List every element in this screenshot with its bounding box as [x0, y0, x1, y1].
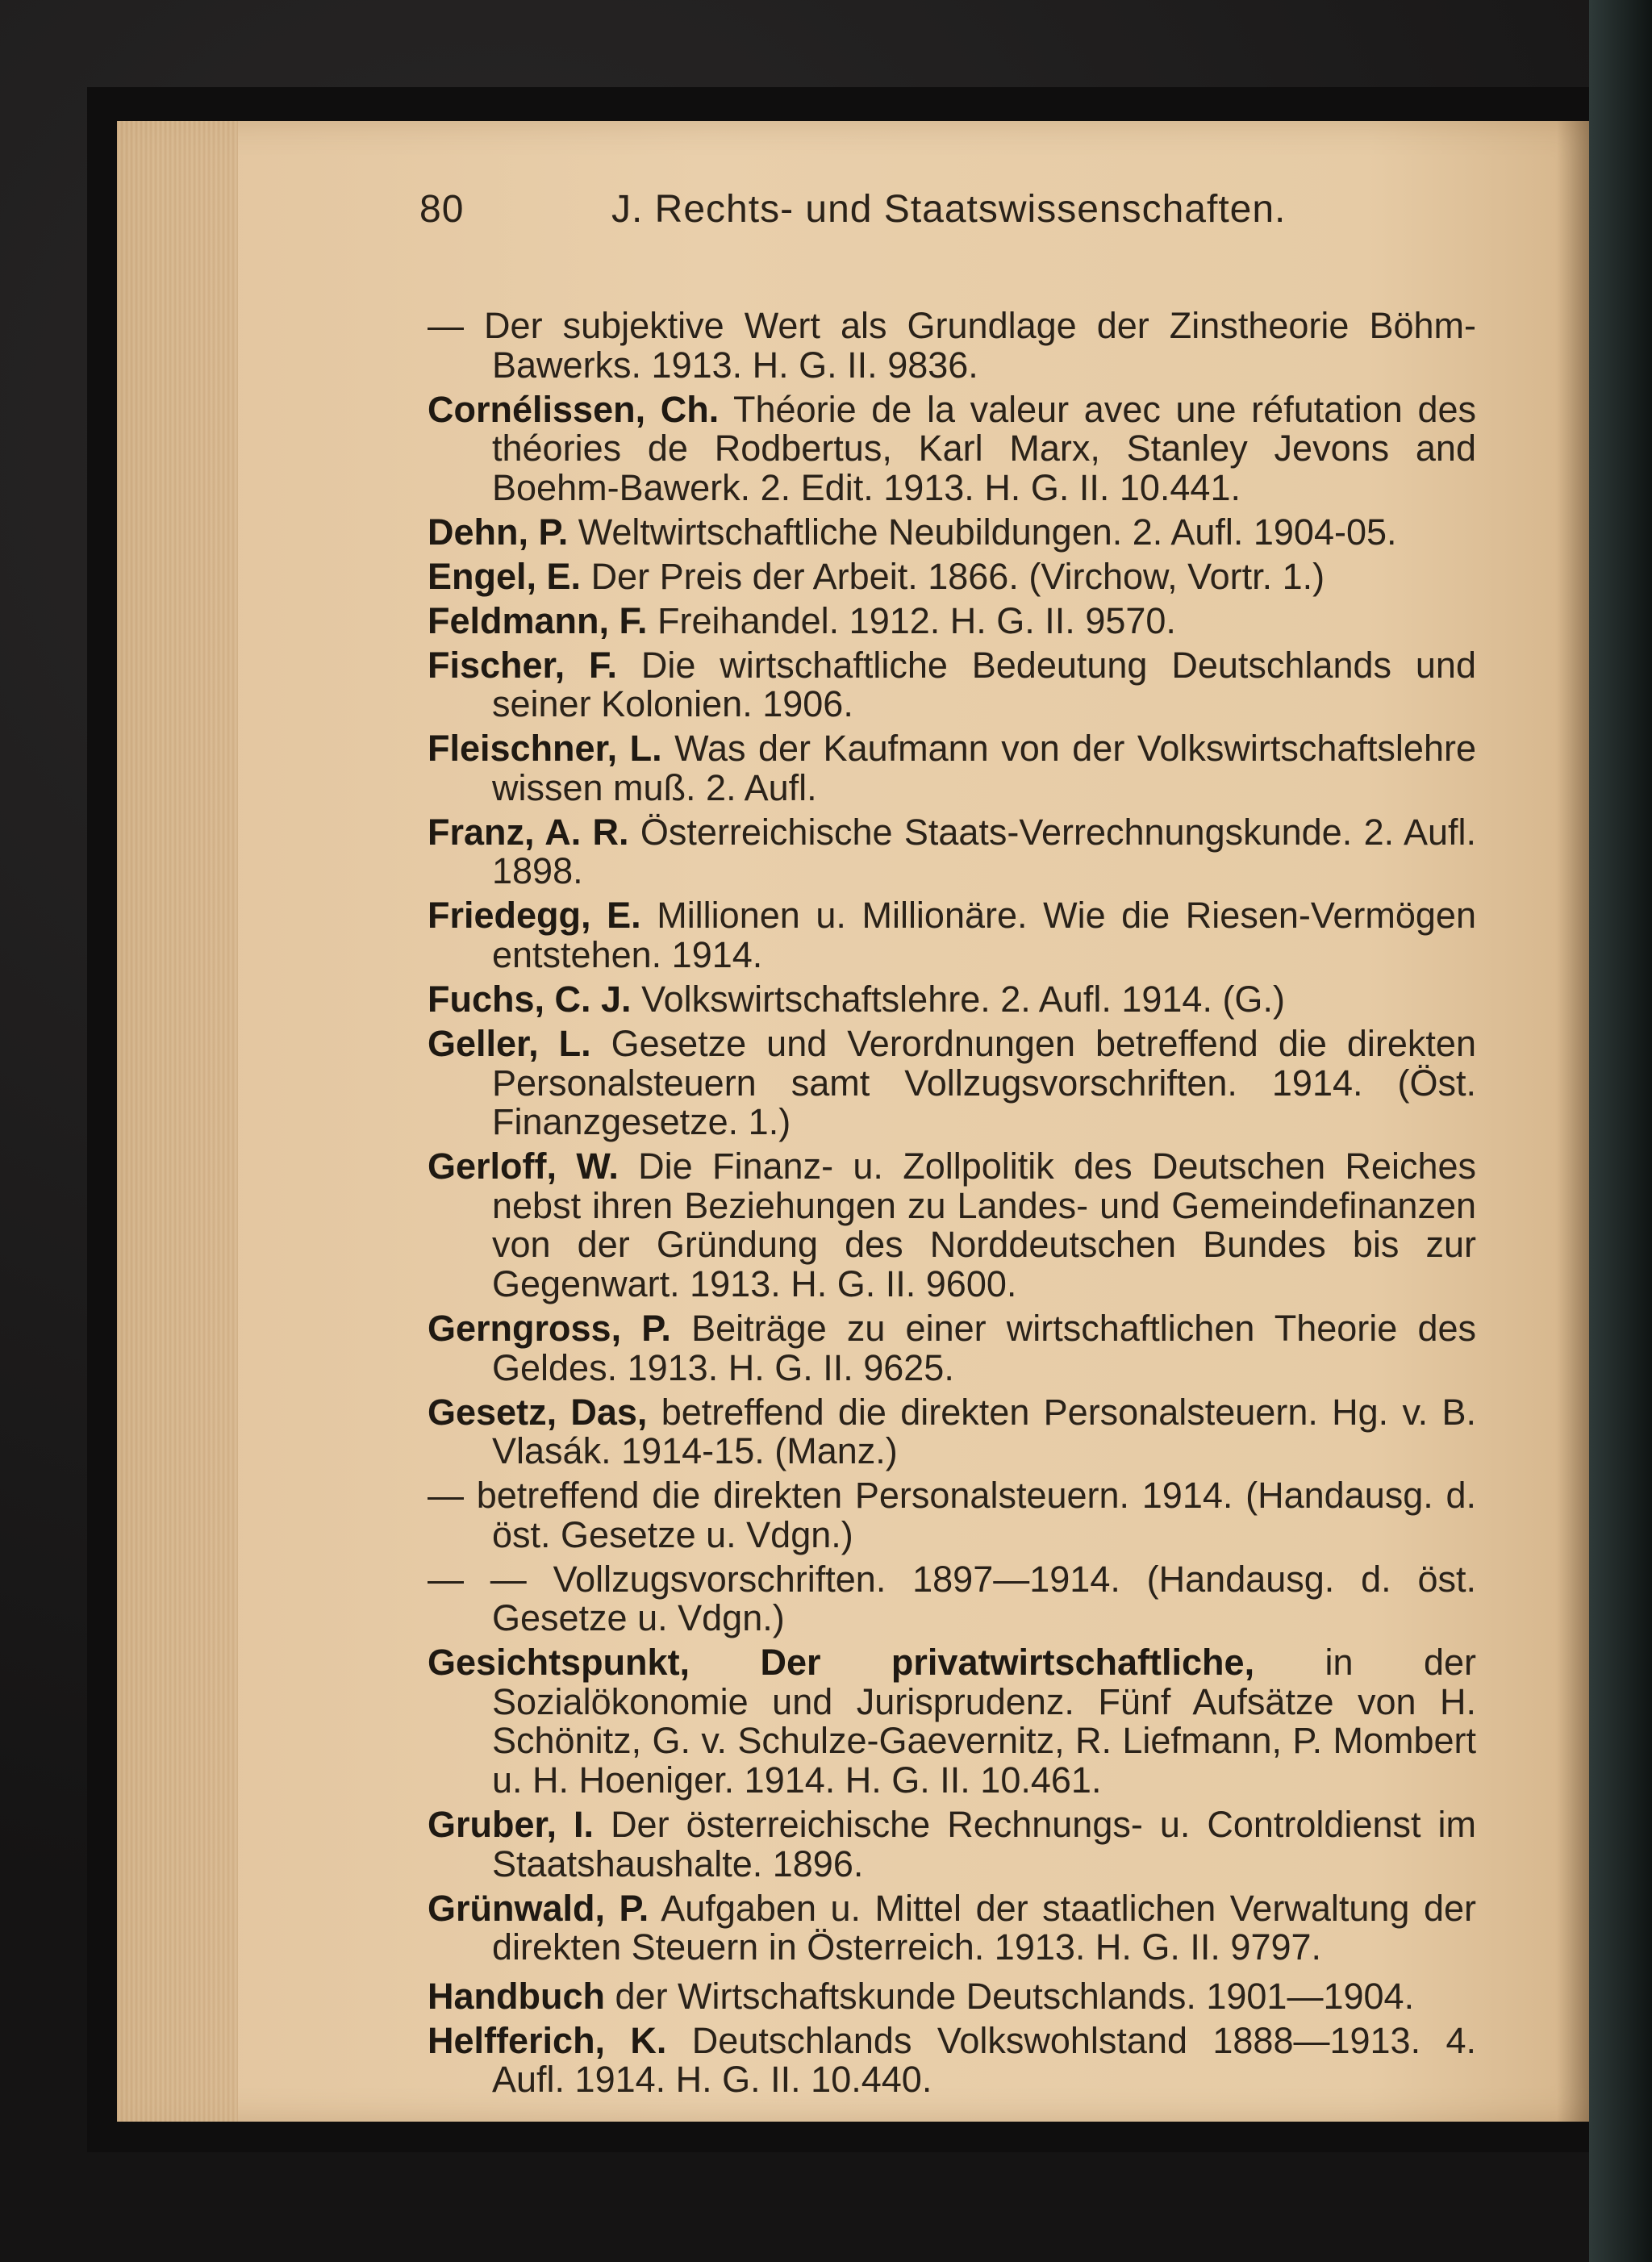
spine-shadow: [1557, 121, 1589, 2122]
entry-author: Gerngross, P.: [428, 1307, 671, 1349]
entry-author: Gerloff, W.: [428, 1146, 619, 1187]
entry-text: Die wirtschaftliche Bedeutung Deutschlands und seiner Kolonien. 1906.: [492, 644, 1476, 725]
entry-author: Feldmann, F.: [428, 599, 648, 641]
bibliography-entry: [428, 1643, 1476, 1800]
bibliography-entry: [428, 646, 1476, 724]
entry-author: Handbuch: [428, 1975, 605, 2017]
entry-text: Volkswirtschaftslehre. 2. Aufl. 1914. (G.): [641, 979, 1285, 1020]
entry-text: Der Preis der Arbeit. 1866. (Virchow, Vortr. 1.): [590, 555, 1325, 597]
bibliography-entry: [428, 729, 1476, 808]
entry-text: Deutschlands Volkswohlstand 1888—1913. 4. Aufl. 1914. H. G. II. 10.440.: [492, 2019, 1476, 2101]
entry-text: Der österreichische Rechnungs- u. Controldienst im Staatshaushalte. 1896.: [492, 1804, 1476, 1884]
entry-author: Cornélissen, Ch.: [428, 388, 720, 430]
entry-author: Fuchs, C. J.: [428, 979, 632, 1020]
bibliography-entry: [428, 1977, 1476, 2017]
entry-text: der Wirtschaftskunde Deutschlands. 1901—1904.: [615, 1975, 1415, 2017]
running-title: J. Rechts- und Staatswissenschaften.: [611, 188, 1287, 231]
entry-text: Die Finanz- u. Zollpolitik des Deutschen Reiches nebst ihren Beziehungen zu Landes- und Gemeindefinanzen von der Gründung des Norddeutschen Bundes bis zur Gegenwart. 1913. H. G. II. 9600.: [492, 1146, 1476, 1304]
bibliography-entry: [428, 1147, 1476, 1304]
bibliography-list: [428, 307, 1476, 2100]
entry-text: — — Vollzugsvorschriften. 1897—1914. (Handausg. d. öst. Gesetze u. Vdgn.): [428, 1558, 1476, 1639]
bibliography-entry: [428, 307, 1476, 385]
entry-text: Millionen u. Millionäre. Wie die Riesen-Vermögen entstehen. 1914.: [492, 895, 1476, 976]
entry-author: Engel, E.: [428, 555, 582, 597]
entry-author: Gesetz, Das,: [428, 1391, 648, 1433]
bibliography-entry: [428, 813, 1476, 891]
bibliography-entry: [428, 1309, 1476, 1388]
bibliography-entry: [428, 1476, 1476, 1555]
entry-text: Aufgaben u. Mittel der staatlichen Verwaltung der direkten Steuern in Österreich. 1913. H. G. II. 9797.: [492, 1887, 1476, 1968]
bibliography-entry: [428, 1025, 1476, 1142]
entry-author: Franz, A. R.: [428, 811, 629, 853]
running-header: [419, 187, 1565, 244]
entry-author: Geller, L.: [428, 1023, 591, 1064]
entry-text: Freihandel. 1912. H. G. II. 9570.: [657, 599, 1176, 641]
entry-text: Österreichische Staats-Verrechnungskunde. 2. Aufl. 1898.: [492, 811, 1476, 892]
entry-text: Beiträge zu einer wirtschaftlichen Theorie des Geldes. 1913. H. G. II. 9625.: [492, 1307, 1476, 1388]
bibliography-entry: [428, 2019, 1476, 2101]
entry-text: Théorie de la valeur avec une réfutation des théories de Rodbertus, Karl Marx, Stanley Jevons and Boehm-Bawerk. 2. Edit. 1913. H. G. II. 10.441.: [492, 388, 1476, 508]
entry-author: Grünwald, P.: [428, 1887, 649, 1929]
right-cover-strip: [1589, 0, 1652, 2262]
bibliography-entry: [428, 599, 1476, 641]
bibliography-entry: [428, 1560, 1476, 1638]
entry-author: Friedegg, E.: [428, 895, 641, 937]
entry-text: Weltwirtschaftliche Neubildungen. 2. Aufl. 1904-05.: [578, 511, 1397, 553]
bibliography-entry: [428, 513, 1476, 553]
bibliography-entry: [428, 896, 1476, 974]
page-number: 80: [419, 188, 465, 231]
bibliography-entry: [428, 980, 1476, 1020]
bibliography-entry: [428, 1805, 1476, 1884]
bibliography-entry: [428, 390, 1476, 508]
entry-author: Fischer, F.: [428, 644, 617, 686]
entry-text: Was der Kaufmann von der Volkswirtschaftslehre wissen muß. 2. Aufl.: [492, 728, 1476, 808]
entry-author: Gesichtspunkt, Der privatwirtschaftliche,: [428, 1642, 1255, 1684]
entry-author: Fleischner, L.: [428, 728, 662, 770]
entry-text: betreffend die direkten Personalsteuern. Hg. v. B. Vlasák. 1914-15. (Manz.): [492, 1391, 1476, 1472]
entry-author: Gruber, I.: [428, 1804, 594, 1846]
bibliography-entry: [428, 1393, 1476, 1471]
entry-text: in der Sozialökonomie und Jurisprudenz. Fünf Aufsätze von H. Schönitz, G. v. Schulze-Gaevernitz, R. Liefmann, P. Mombert u. H. Hoeniger. 1914. H. G. II. 10.461.: [492, 1642, 1476, 1801]
entry-text: Gesetze und Verordnungen betreffend die direkten Personalsteuern samt Vollzugsvorschriften. 1914. (Öst. Finanzgesetze. 1.): [492, 1023, 1476, 1143]
page-edges: [117, 121, 238, 2122]
bibliography-entry: [428, 557, 1476, 597]
entry-text: — Der subjektive Wert als Grundlage der Zinstheorie Böhm-Bawerks. 1913. H. G. II. 9836.: [428, 305, 1476, 386]
entry-author: Helfferich, K.: [428, 2019, 667, 2061]
bibliography-entry: [428, 1889, 1476, 1968]
entry-author: Dehn, P.: [428, 511, 569, 553]
entry-text: — betreffend die direkten Personalsteuern. 1914. (Handausg. d. öst. Gesetze u. Vdgn.): [428, 1475, 1476, 1555]
